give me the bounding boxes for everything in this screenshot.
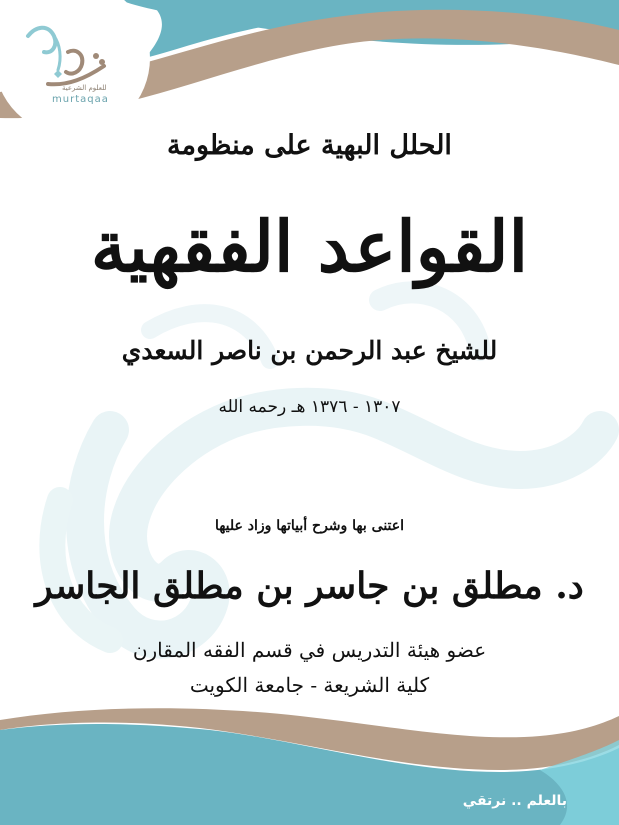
logo-latin-name: murtaqaa — [52, 94, 109, 105]
editor-position-line1: عضو هيئة التدريس في قسم الفقه المقارن — [132, 638, 487, 662]
series-title: الحلل البهية على منظومة — [167, 130, 452, 161]
logo-subtitle: للعلوم الشرعية — [62, 84, 107, 92]
editor-position-line2: كلية الشريعة - جامعة الكويت — [189, 673, 430, 697]
footer-slogan: بالعلم .. نرتقي — [462, 793, 567, 809]
main-title: القواعد الفقهية — [90, 205, 529, 288]
author-dates: ١٣٠٧ - ١٣٧٦ هـ رحمه الله — [218, 397, 401, 417]
author-line: للشيخ عبد الرحمن بن ناصر السعدي — [121, 336, 498, 365]
editor-role: اعتنى بها وشرح أبياتها وزاد عليها — [214, 518, 405, 534]
editor-name: د. مطلق بن جاسر بن مطلق الجاسر — [35, 565, 584, 607]
